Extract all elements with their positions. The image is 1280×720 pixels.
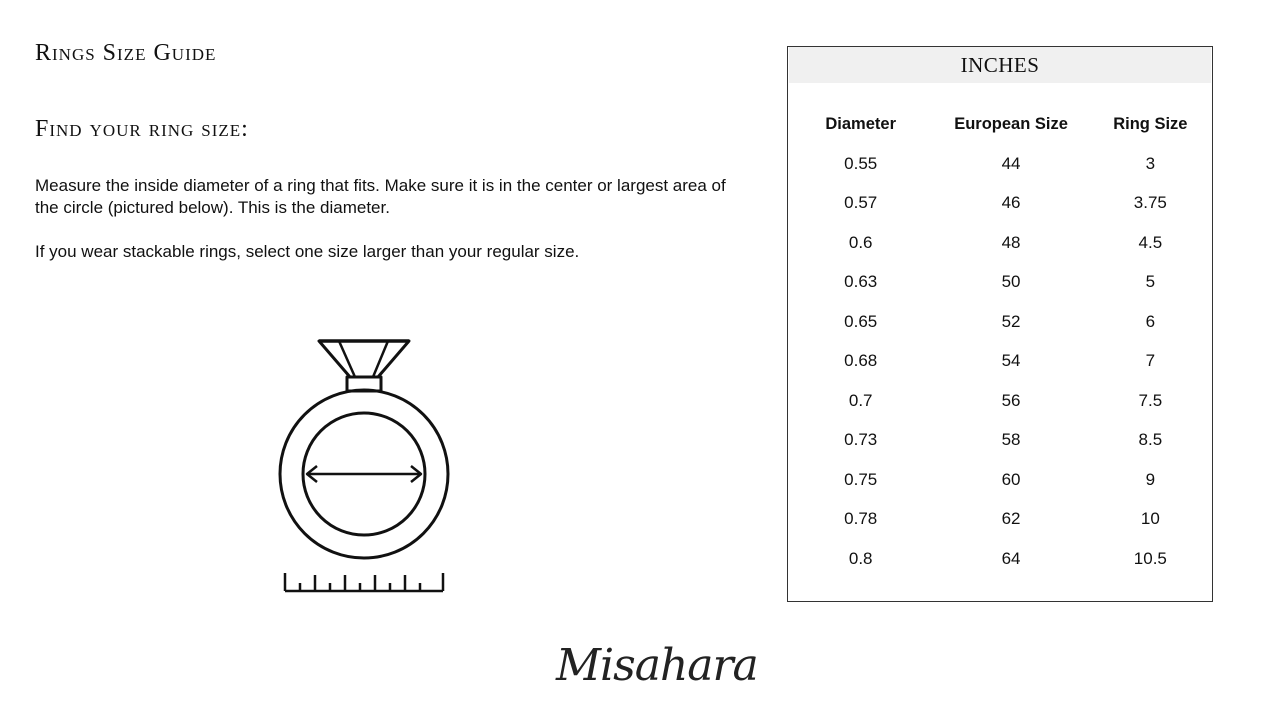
table-row bbox=[788, 263, 1212, 303]
column-header-diameter: Diameter bbox=[825, 114, 896, 133]
ring-size-cell: 3 bbox=[1145, 153, 1156, 173]
size-table bbox=[788, 104, 1212, 579]
ring-size-cell: 7.5 bbox=[1138, 390, 1163, 410]
column-header-ring-size: Ring Size bbox=[1113, 114, 1188, 133]
table-row bbox=[788, 539, 1212, 579]
table-row bbox=[788, 184, 1212, 224]
diameter-cell: 0.78 bbox=[844, 509, 878, 529]
table-row bbox=[788, 223, 1212, 263]
table-body bbox=[788, 144, 1212, 579]
diameter-cell: 0.8 bbox=[848, 548, 873, 568]
ring-size-cell: 8.5 bbox=[1138, 430, 1163, 450]
ring-size-cell: 7 bbox=[1145, 351, 1156, 371]
ring-size-cell: 10.5 bbox=[1133, 548, 1167, 568]
diameter-cell: 0.63 bbox=[844, 272, 878, 292]
european-size-cell: 44 bbox=[1001, 153, 1021, 173]
section-subtitle: Find your ring size: bbox=[35, 116, 249, 142]
ring-size-cell: 9 bbox=[1145, 469, 1156, 489]
european-size-cell: 50 bbox=[1001, 272, 1021, 292]
size-chart bbox=[787, 46, 1213, 602]
brand-logo: Misahara bbox=[556, 640, 758, 691]
diameter-cell: 0.75 bbox=[844, 469, 878, 489]
ring-size-cell: 6 bbox=[1145, 311, 1156, 331]
diameter-cell: 0.55 bbox=[844, 153, 878, 173]
table-row bbox=[788, 500, 1212, 540]
european-size-cell: 58 bbox=[1001, 430, 1021, 450]
diameter-cell: 0.57 bbox=[844, 193, 878, 213]
diameter-cell: 0.7 bbox=[848, 390, 873, 410]
table-header-row bbox=[788, 104, 1212, 144]
european-size-cell: 52 bbox=[1001, 311, 1021, 331]
table-row bbox=[788, 302, 1212, 342]
table-row bbox=[788, 144, 1212, 184]
ruler-icon bbox=[285, 573, 443, 591]
ring-size-cell: 3.75 bbox=[1133, 193, 1167, 213]
instruction-paragraph: Measure the inside diameter of a ring that fits. Make sure it is in the center or largest area of the circle (pictured below). This is the diameter. bbox=[35, 176, 726, 217]
diameter-cell: 0.6 bbox=[848, 232, 873, 252]
table-row bbox=[788, 460, 1212, 500]
european-size-cell: 46 bbox=[1001, 193, 1021, 213]
table-row bbox=[788, 381, 1212, 421]
column-header-european-size: European Size bbox=[954, 114, 1068, 133]
diameter-cell: 0.65 bbox=[844, 311, 878, 331]
stackable-note: If you wear stackable rings, select one size larger than your regular size. bbox=[35, 242, 580, 261]
ring-size-cell: 5 bbox=[1145, 272, 1156, 292]
ring-diameter-icon bbox=[270, 335, 460, 600]
european-size-cell: 64 bbox=[1001, 548, 1021, 568]
european-size-cell: 54 bbox=[1001, 351, 1021, 371]
ring-size-cell: 10 bbox=[1140, 509, 1160, 529]
table-row bbox=[788, 421, 1212, 461]
diameter-cell: 0.73 bbox=[844, 430, 878, 450]
gem-shape bbox=[319, 341, 409, 377]
european-size-cell: 60 bbox=[1001, 469, 1021, 489]
table-unit-header: INCHES bbox=[789, 47, 1211, 83]
european-size-cell: 56 bbox=[1001, 390, 1021, 410]
european-size-cell: 48 bbox=[1001, 232, 1021, 252]
diameter-cell: 0.68 bbox=[844, 351, 878, 371]
european-size-cell: 62 bbox=[1001, 509, 1021, 529]
table-row bbox=[788, 342, 1212, 382]
ring-illustration bbox=[270, 335, 460, 605]
page-title: Rings Size Guide bbox=[35, 40, 217, 66]
ring-size-cell: 4.5 bbox=[1138, 232, 1163, 252]
